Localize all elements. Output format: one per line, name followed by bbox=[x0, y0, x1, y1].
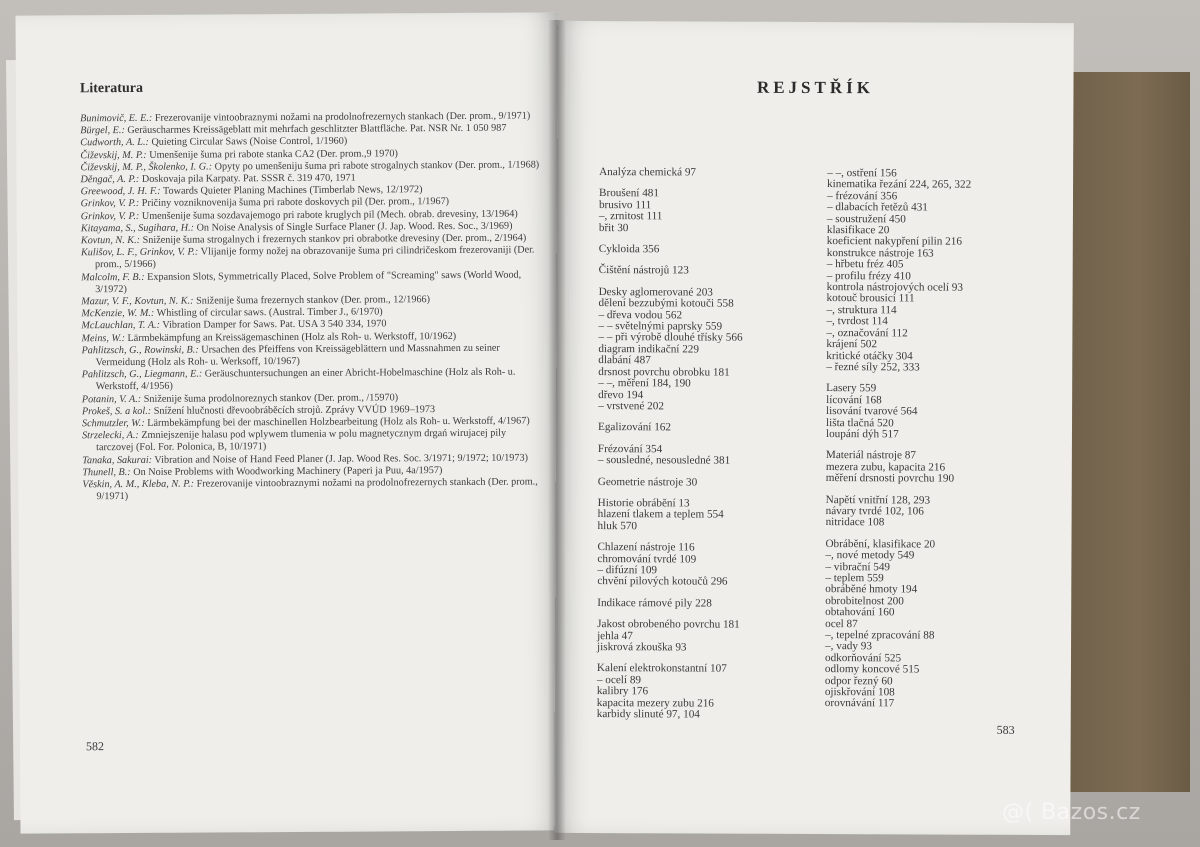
page-number-left: 582 bbox=[85, 739, 105, 754]
literature-entry bbox=[81, 269, 541, 296]
index-entry: Napětí vnitřní 128, 293 bbox=[825, 493, 931, 507]
index-entry: lišta tlačná 520 bbox=[825, 416, 894, 429]
entry-text: Frezerovanije vintoobraznymi nožami na prodolnofrezernych stankach (Der. prom., 9/1971) bbox=[152, 110, 531, 124]
page-number-right: 583 bbox=[996, 722, 1015, 737]
entry-author: Tanaka, Sakurai: bbox=[82, 454, 153, 466]
entry-author: Prokeš, S. a kol.: bbox=[81, 405, 152, 418]
entry-author: Pahlitzsch, G., Rowinski, B.: bbox=[81, 344, 199, 357]
index-entry: Obrábění, klasifikace 20 bbox=[825, 537, 936, 551]
spine-shadow bbox=[548, 20, 566, 840]
index-entry: Kalení elektrokonstantní 107 bbox=[596, 662, 727, 676]
index-entry: mezera zubu, kapacita 216 bbox=[825, 460, 946, 474]
index-entry: Egalizování 162 bbox=[597, 421, 672, 434]
index-entry: konstrukce nástroje 163 bbox=[826, 246, 934, 260]
entry-text: Frezerovanije vintoobraznymi nožami na prodolnofrezernych stankach (Der. prom., 9/1971) bbox=[96, 476, 538, 503]
entry-author: Bürgel, E.: bbox=[80, 125, 125, 137]
literature-list bbox=[80, 110, 542, 503]
entry-author: Bunimovič, E. E.: bbox=[80, 112, 153, 125]
right-page bbox=[554, 21, 1074, 835]
index-entry: loupání dýh 517 bbox=[825, 427, 899, 441]
index-entry: Jakost obrobeného povrchu 181 bbox=[597, 618, 740, 631]
index-entry: chromování tvrdé 109 bbox=[597, 552, 697, 566]
index-entry: lisování tvarové 564 bbox=[826, 405, 918, 418]
entry-text: Lärmbekämpfung bei der maschinellen Holzbearbeitung (Holz als Roh- u. Werkstoff, 4/1967) bbox=[144, 415, 530, 429]
entry-text: Sniženije šuma frezernych stankov (Der. prom., 12/1966) bbox=[193, 294, 431, 307]
index-entry: –, tepelné zpracování 88 bbox=[825, 629, 935, 642]
entry-author: McKenzie, W. M.: bbox=[81, 308, 155, 320]
index-entry: hlazení tlakem a teplem 554 bbox=[597, 508, 724, 521]
index-entry: drsnost povrchu obrobku 181 bbox=[598, 365, 730, 379]
index-entry: –, zrnitost 111 bbox=[598, 210, 663, 223]
entry-text: Vibration Damper for Saws. Pat. USA 3 540 334, 1970 bbox=[159, 318, 387, 332]
entry-author: Grinkov, V. P.: bbox=[80, 198, 140, 210]
index-entry: – – světelnými paprsky 559 bbox=[598, 320, 723, 333]
entry-text: Ursachen des Pfeiffens von Kreissägeblättern und Massnahmen zu seiner Vermeidung (Holz als Roh- u. Werksoff, 10/1967) bbox=[95, 342, 500, 369]
index-entry: kalibry 176 bbox=[596, 685, 649, 698]
index-entry: – profilu frézy 410 bbox=[826, 269, 911, 283]
index-entry: Lasery 559 bbox=[826, 382, 877, 395]
index-entry: – řezné síly 252, 333 bbox=[826, 360, 920, 374]
literature-entry bbox=[82, 428, 542, 455]
index-entry: odpor řezný 60 bbox=[824, 674, 893, 688]
index-entry: Geometrie nástroje 30 bbox=[597, 475, 698, 489]
entry-author: Kitayama, S., Sugihara, H.: bbox=[80, 222, 195, 235]
entry-text: Opyty po umenšeniju šuma pri rabote strogalnych stankov (Der. prom., 1/1968) bbox=[212, 159, 540, 173]
index-entry: Analýza chemická 97 bbox=[599, 166, 697, 179]
entry-text: Doskovaja pila Karpaty. Pat. SSSR č. 319 470, 1971 bbox=[139, 172, 356, 185]
index-entry: jehla 47 bbox=[597, 629, 633, 642]
index-entry: –, označování 112 bbox=[826, 326, 908, 340]
index-entry: – vibrační 549 bbox=[825, 560, 891, 573]
literature-entry bbox=[82, 342, 542, 369]
index-entry: obráběné hmoty 194 bbox=[825, 583, 918, 596]
index-entry: lícování 168 bbox=[826, 393, 882, 407]
index-entry: kritické otáčky 304 bbox=[826, 349, 913, 362]
index-entry: krájení 502 bbox=[826, 338, 878, 351]
entry-text: Pričiny vozniknovenija šuma pri rabote doskovych pil (Der. prom., 1/1967) bbox=[139, 196, 450, 210]
index-entry: Čištění nástrojů 123 bbox=[598, 264, 689, 277]
index-entry: Materiál nástroje 87 bbox=[825, 449, 916, 462]
entry-text: Geräuschuntersuchungen an einer Abricht-Hobelmaschine (Holz als Roh- u. Werkstoff, 4/1956) bbox=[95, 366, 516, 393]
entry-text: Vlijanije formy nožej na obrazovanije šuma pri cilindričeskom frezerovaniji (Der. prom., 5/1966) bbox=[94, 244, 535, 271]
entry-author: Strzelecki, A.: bbox=[82, 430, 139, 442]
watermark: @( Bazos.cz bbox=[1002, 800, 1141, 825]
index-entry: –, struktura 114 bbox=[826, 303, 897, 317]
book-back-cover bbox=[1062, 72, 1190, 792]
entry-text: Sniženije šuma prodolnoreznych stankov (Der. prom., /15970) bbox=[141, 392, 399, 405]
index-entry: kotouč brousicí 111 bbox=[826, 292, 915, 305]
entry-author: Děngač, A. P.: bbox=[80, 173, 140, 186]
index-entry: Broušení 481 bbox=[598, 187, 660, 200]
literature-entry bbox=[82, 477, 542, 504]
index-entry: Indikace rámové pily 228 bbox=[597, 596, 712, 610]
index-entry: obrobitelnost 200 bbox=[825, 594, 904, 608]
index-entry: hluk 570 bbox=[597, 519, 638, 532]
index-entry: Desky aglomerované 203 bbox=[598, 285, 713, 299]
index-column-2 bbox=[825, 168, 1067, 711]
index-entry: –, nové metody 549 bbox=[825, 549, 915, 562]
index-entry: klasifikace 20 bbox=[826, 224, 890, 237]
index-entry: kapacita mezery zubu 216 bbox=[596, 696, 714, 710]
index-entry: ocel 87 bbox=[825, 617, 858, 630]
entry-text: On Noise Problems with Woodworking Machinery (Paperi ja Puu, 4a/1957) bbox=[130, 464, 443, 478]
index-entry: – vrstvené 202 bbox=[598, 399, 664, 413]
literature-entry bbox=[81, 245, 541, 272]
entry-author: Pahlitzsch, G., Liegmann, E.: bbox=[81, 368, 203, 381]
entry-author: Věskin, A. M., Kleba, N. P.: bbox=[82, 478, 195, 491]
index-entry: – –, měření 184, 190 bbox=[598, 377, 691, 390]
entry-text: Geräuscharmes Kreissägeblatt mit mehrfach geschlitzter Blattfläche. Pat. NSR Nr. 1 050 987 bbox=[124, 122, 507, 137]
index-entry: dlabání 487 bbox=[598, 354, 651, 367]
left-page bbox=[16, 12, 563, 833]
entry-text: Snížení hlučnosti dřevoobráběcích strojů. Zprávy VVÚD 1969–1973 bbox=[151, 403, 436, 417]
index-entry: diagram indikační 229 bbox=[598, 342, 700, 356]
entry-text: Towards Quieter Planing Machines (Timberlab News, 12/1972) bbox=[160, 184, 423, 197]
entry-text: Quieting Circular Saws (Noise Control, 1/1960) bbox=[148, 136, 348, 149]
entry-author: Kulišov, L. F., Grinkov, V. P.: bbox=[80, 246, 199, 259]
index-entry: kinematika řezání 224, 265, 322 bbox=[827, 178, 972, 192]
index-entry: brusivo 111 bbox=[598, 198, 652, 212]
index-entry: jiskrová zkouška 93 bbox=[597, 641, 687, 654]
index-entry: Cykloida 356 bbox=[598, 243, 660, 256]
entry-text: Vibration and Noise of Hand Feed Planer (J. Jap. Wood Res. Soc. 3/1971; 9/1972; 10/1973) bbox=[152, 452, 529, 466]
entry-text: Whistling of circular saws. (Austral. Timber J., 6/1970) bbox=[154, 306, 383, 320]
entry-author: Cudworth, A. L.: bbox=[80, 137, 149, 149]
entry-text: Sniženije šuma strogalnych i frezernych stankov pri obrabotke drevesiny (Der. prom., 2/1964) bbox=[140, 232, 527, 246]
index-entry: – ocelí 89 bbox=[596, 673, 642, 687]
entry-author: Čiževskij, M. P.: bbox=[80, 149, 147, 161]
index-entry: – dlabacích řetězů 431 bbox=[826, 201, 928, 214]
index-entry: – teplem 559 bbox=[825, 572, 884, 585]
index-column-1 bbox=[597, 167, 839, 721]
index-entry: obtahování 160 bbox=[825, 606, 895, 619]
entry-text: Zmniejszenije halasu pod wplywem tlumenia w polu magnetycznym drgań wirujacej pily tarczovej (Fol. For. Polonica, B, 10/1971) bbox=[96, 427, 507, 454]
index-entry: kontrola nástrojových ocelí 93 bbox=[826, 281, 964, 294]
index-entry: koeficient nakypření pilin 216 bbox=[826, 235, 962, 249]
entry-author: Thunell, B.: bbox=[82, 466, 131, 479]
index-title: REJSTŘÍK bbox=[756, 77, 875, 98]
entry-author: Mazur, V. F., Kovtun, N. K.: bbox=[81, 295, 194, 308]
entry-text: Umenšenije šuma sozdavajemogo pri rabote kruglych pil (Mech. obrab. drevesiny, 13/1964) bbox=[139, 208, 518, 222]
index-entry: ojiskřování 108 bbox=[824, 686, 895, 699]
index-entry: Frézování 354 bbox=[597, 442, 663, 456]
entry-author: Greewood, J. H. F.: bbox=[80, 185, 161, 198]
index-entry: – dřeva vodou 562 bbox=[598, 308, 683, 322]
entry-text: Umenšenije šuma pri rabote stanka CA2 (Der. prom.,9 1970) bbox=[146, 147, 398, 161]
index-entry: – soustružení 450 bbox=[826, 212, 906, 226]
index-entry: orovnávání 117 bbox=[824, 697, 895, 710]
index-entry: – hřbetu fréz 405 bbox=[826, 258, 904, 271]
index-entry: karbidy slinuté 97, 104 bbox=[596, 708, 700, 721]
index-entry: – – při výrobě dlouhé třísky 566 bbox=[598, 331, 743, 345]
entry-author: Malcolm, F. B.: bbox=[81, 271, 145, 283]
index-entry: nitridace 108 bbox=[825, 516, 885, 529]
index-entry: – difúzní 109 bbox=[597, 564, 658, 577]
index-entry: –, vady 93 bbox=[825, 640, 872, 653]
index-entry: odkorňování 525 bbox=[824, 651, 902, 665]
entry-author: Kovtun, N. K.: bbox=[80, 234, 141, 247]
entry-author: Čiževskij, M. P., Školenko, I. G.: bbox=[80, 161, 213, 174]
index-entry: měření drsnosti povrchu 190 bbox=[825, 472, 955, 485]
entry-author: Grinkov, V. P.: bbox=[80, 210, 140, 222]
entry-author: Potanin, V. A.: bbox=[81, 393, 142, 405]
entry-text: Lärmbekämpfung an Kreissägemaschinen (Holz als Roh- u. Werkstoff, 10/1962) bbox=[124, 330, 457, 344]
index-entry: dělení bezzubými kotouči 558 bbox=[598, 297, 734, 310]
entry-author: Meins, W.: bbox=[81, 332, 125, 344]
index-entry: břit 30 bbox=[598, 221, 629, 234]
entry-text: On Noise Analysis of Single Surface Planer (J. Jap. Wood. Res. Soc., 3/1969) bbox=[193, 220, 513, 234]
index-entry: návary tvrdé 102, 106 bbox=[825, 505, 924, 518]
index-entry: Historie obrábění 13 bbox=[597, 496, 690, 510]
index-entry: – –, ostření 156 bbox=[827, 167, 897, 180]
index-entry: Chlazení nástroje 116 bbox=[597, 541, 695, 554]
section-title: Literatura bbox=[79, 80, 143, 97]
literature-entry bbox=[82, 367, 542, 394]
entry-text: Expansion Slots, Symmetrically Placed, Solve Problem of "Screaming" saws (World Wood, 3/1972) bbox=[95, 269, 522, 296]
index-entry: – sousledné, nesousledné 381 bbox=[597, 454, 731, 467]
index-entry: odlomy koncové 515 bbox=[824, 663, 920, 676]
index-entry: –, tvrdost 114 bbox=[826, 315, 888, 328]
entry-author: Schmutzler, W.: bbox=[81, 417, 145, 430]
entry-author: McLauchlan, T. A.: bbox=[81, 320, 161, 332]
index-entry: dřevo 194 bbox=[598, 388, 644, 401]
index-entry: chvění pilových kotoučů 296 bbox=[597, 575, 728, 588]
index-entry: – frézování 356 bbox=[826, 189, 898, 203]
